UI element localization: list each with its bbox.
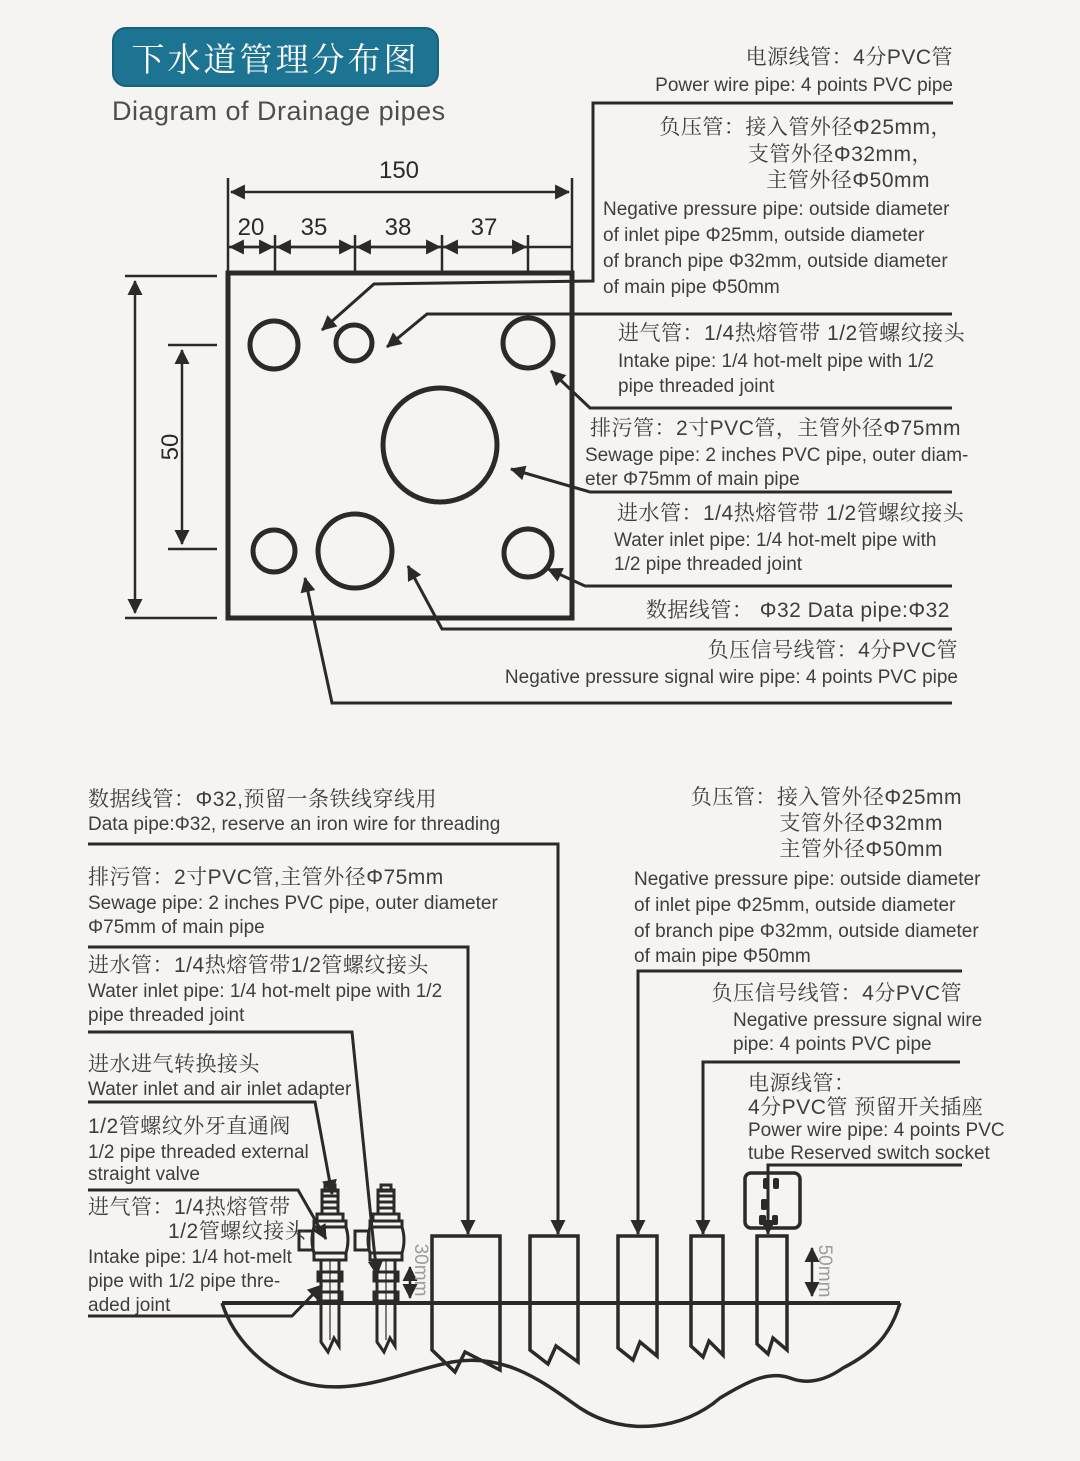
install-valve-zh: 1/2管螺纹外牙直通阀 <box>88 1115 291 1138</box>
callout-data-line: 数据线管： Φ32 Data pipe:Φ32 <box>645 599 950 622</box>
callout-power-zh: 电源线管：4分PVC管 <box>745 46 953 69</box>
install-signal-en1: Negative pressure signal wire <box>733 1010 983 1031</box>
pipe-data <box>530 1236 578 1364</box>
pipe-negative-signal <box>691 1236 723 1357</box>
install-signal-zh: 负压信号线管：4分PVC管 <box>711 982 962 1005</box>
ground-section <box>222 1303 900 1426</box>
callout-np-en2: of inlet pipe Φ25mm, outside diameter <box>603 225 925 246</box>
dim-seg3: 38 <box>384 214 412 241</box>
callout-sewage-en1: Sewage pipe: 2 inches PVC pipe, outer diam- <box>585 445 969 466</box>
install-power-en2: tube Reserved switch socket <box>748 1143 990 1164</box>
install-sewage-en2: Φ75mm of main pipe <box>88 917 265 938</box>
callout-intake-zh: 进气管：1/4热熔管带 1/2管螺纹接头 <box>618 322 966 345</box>
callout-sewage-en2: eter Φ75mm of main pipe <box>585 469 800 490</box>
pipe-negative-pressure <box>618 1236 657 1360</box>
install-adapter-en: Water inlet and air inlet adapter <box>88 1079 352 1100</box>
hole-top-middle <box>336 325 372 361</box>
callout-np-en4: of main pipe Φ50mm <box>603 277 780 298</box>
hole-top-right <box>503 318 553 368</box>
install-np-en3: of branch pipe Φ32mm, outside diameter <box>634 921 979 942</box>
callout-water-zh: 进水管：1/4热熔管带 1/2管螺纹接头 <box>617 502 965 525</box>
install-signal-en2: pipe: 4 points PVC pipe <box>733 1034 932 1055</box>
install-water-zh: 进水管：1/4热熔管带1/2管螺纹接头 <box>88 954 429 977</box>
page-title-zh: 下水道管理分布图 <box>112 27 439 87</box>
install-intake-zh2: 1/2管螺纹接头 <box>168 1220 307 1243</box>
install-water-en2: pipe threaded joint <box>88 1005 245 1026</box>
hole-top-left <box>250 321 298 369</box>
callout-np-en3: of branch pipe Φ32mm, outside diameter <box>603 251 948 272</box>
callout-intake-en2: pipe threaded joint <box>618 376 775 397</box>
earth-outline <box>222 1303 900 1426</box>
callout-water-en2: 1/2 pipe threaded joint <box>614 554 803 575</box>
install-np-en1: Negative pressure pipe: outside diameter <box>634 869 981 890</box>
install-adapter-zh: 进水进气转换接头 <box>88 1053 260 1076</box>
callout-signal-zh: 负压信号线管：4分PVC管 <box>707 639 958 662</box>
hole-bottom-right <box>504 529 552 577</box>
callout-np-zh2: 支管外径Φ32mm， <box>747 143 933 166</box>
install-power-zh2: 4分PVC管 预留开关插座 <box>748 1096 984 1119</box>
callout-signal-en: Negative pressure signal wire pipe: 4 points PVC pipe <box>504 667 958 688</box>
switch-socket-symbol <box>745 1173 800 1228</box>
page-title-en: Diagram of Drainage pipes <box>112 96 446 126</box>
install-np-zh1: 负压管：接入管外径Φ25mm <box>690 786 962 809</box>
dim-seg2: 35 <box>300 214 328 241</box>
install-sewage-en1: Sewage pipe: 2 inches PVC pipe, outer diameter <box>88 893 498 914</box>
callout-intake-en1: Intake pipe: 1/4 hot-melt pipe with 1/2 <box>618 351 934 372</box>
install-data-en: Data pipe:Φ32, reserve an iron wire for threading <box>88 814 501 835</box>
callout-water-en1: Water inlet pipe: 1/4 hot-melt pipe with <box>614 530 937 551</box>
install-np-en4: of main pipe Φ50mm <box>634 946 811 967</box>
callout-np-zh1: 负压管：接入管外径Φ25mm， <box>659 116 952 139</box>
pipe-power <box>757 1236 787 1354</box>
mounting-plate <box>228 273 572 618</box>
callout-power-en: Power wire pipe: 4 points PVC pipe <box>655 75 953 96</box>
install-np-zh3: 主管外径Φ50mm <box>779 838 943 861</box>
install-valve-en2: straight valve <box>88 1164 200 1185</box>
install-np-zh2: 支管外径Φ32mm <box>779 812 943 835</box>
install-valve-en1: 1/2 pipe threaded external <box>88 1142 309 1163</box>
install-np-en2: of inlet pipe Φ25mm, outside diameter <box>634 895 956 916</box>
install-intake-en1: Intake pipe: 1/4 hot-melt <box>88 1247 292 1268</box>
install-water-en1: Water inlet pipe: 1/4 hot-melt pipe with 1/2 <box>88 981 443 1002</box>
intake-valve <box>299 1185 348 1352</box>
install-dimensions <box>410 1248 812 1298</box>
hole-bottom-middle <box>318 514 392 588</box>
hole-center-large <box>383 388 497 502</box>
install-intake-en2: pipe with 1/2 pipe thre- <box>88 1271 281 1292</box>
install-sewage-zh: 排污管：2寸PVC管,主管外径Φ75mm <box>88 866 444 889</box>
dim-pipe-height: 50mm <box>814 1244 835 1298</box>
dim-seg4: 37 <box>470 214 498 241</box>
water-inlet-valve <box>355 1185 404 1352</box>
hole-bottom-left <box>253 530 295 572</box>
install-data-zh: 数据线管：Φ32,预留一条铁线穿线用 <box>88 788 437 811</box>
install-power-zh1: 电源线管： <box>748 1072 856 1095</box>
dim-seg1: 20 <box>237 214 265 241</box>
install-intake-zh1: 进气管：1/4热熔管带 <box>88 1196 291 1219</box>
install-power-en1: Power wire pipe: 4 points PVC <box>748 1120 1005 1141</box>
dim-row-gap: 50 <box>157 433 184 461</box>
callout-np-en1: Negative pressure pipe: outside diameter <box>603 199 950 220</box>
dim-total-width: 150 <box>378 157 420 184</box>
install-intake-en3: aded joint <box>88 1295 171 1316</box>
callout-np-zh3: 主管外径Φ50mm <box>766 169 930 192</box>
dim-valve-height: 30mm <box>410 1243 431 1297</box>
callout-sewage-zh: 排污管：2寸PVC管，主管外径Φ75mm <box>590 417 961 440</box>
